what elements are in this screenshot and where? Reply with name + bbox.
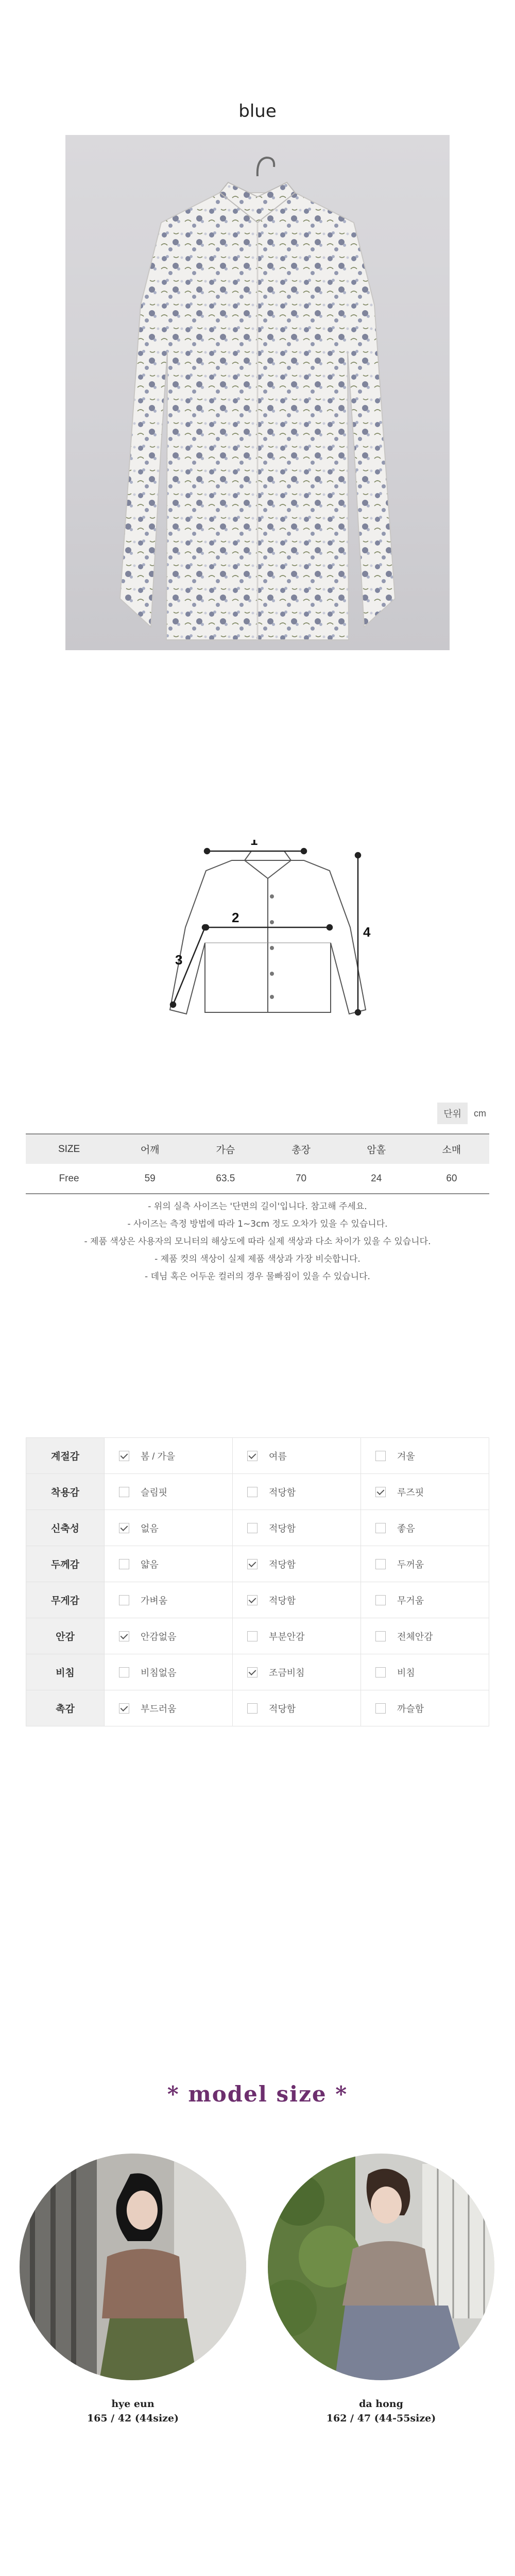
unit-indicator — [437, 1103, 489, 1124]
fabric-option-label: 봄 / 가을 — [141, 1451, 176, 1462]
table-row — [26, 1164, 489, 1194]
diagram-label-3: 3 — [175, 952, 183, 968]
table-cell: 59 — [112, 1164, 187, 1194]
model-card-2 — [268, 2154, 494, 2426]
fabric-option-label: 겨울 — [397, 1451, 415, 1462]
unit-value: cm — [474, 1108, 486, 1118]
fabric-row — [26, 1618, 489, 1654]
note-line: - 제품 컷의 색상이 실제 제품 색상과 가장 비슷합니다. — [154, 1254, 360, 1264]
model-caption-2 — [268, 2397, 494, 2426]
unchecked-checkbox-icon — [375, 1451, 386, 1461]
fabric-option-label: 없음 — [141, 1523, 159, 1534]
fabric-row — [26, 1438, 489, 1474]
fabric-row — [26, 1546, 489, 1582]
model-name: hye eun — [111, 2398, 154, 2410]
checked-checkbox-icon — [247, 1451, 258, 1461]
note-line: - 위의 실측 사이즈는 '단면의 길이'입니다. 참고해 주세요. — [148, 1201, 367, 1212]
fabric-option — [105, 1618, 233, 1654]
fabric-option — [105, 1582, 233, 1618]
unchecked-checkbox-icon — [375, 1559, 386, 1569]
fabric-row — [26, 1510, 489, 1546]
model-size: 165 / 42 (44size) — [87, 2413, 179, 2424]
checked-checkbox-icon — [247, 1559, 258, 1569]
fabric-option — [105, 1510, 233, 1546]
note-line: - 제품 색상은 사용자의 모니터의 해상도에 따라 실제 색상과 다소 차이가 있을 수 있습니다. — [84, 1236, 431, 1247]
header-cell: 어깨 — [112, 1134, 187, 1164]
header-cell: 소매 — [414, 1134, 489, 1164]
size-table-header — [26, 1134, 489, 1164]
unchecked-checkbox-icon — [247, 1487, 258, 1497]
fabric-option — [361, 1690, 489, 1726]
unchecked-checkbox-icon — [119, 1595, 129, 1605]
shirt-illustration — [65, 135, 450, 650]
diagram-label-1: 1 — [250, 840, 258, 848]
color-name: blue — [238, 101, 277, 122]
checked-checkbox-icon — [119, 1703, 129, 1714]
fabric-option — [105, 1654, 233, 1690]
fabric-option — [233, 1546, 361, 1582]
size-table — [26, 1133, 489, 1194]
fabric-option-label: 루즈핏 — [397, 1487, 424, 1498]
fabric-option-label: 얇음 — [141, 1559, 159, 1570]
diagram-label-2: 2 — [232, 910, 239, 925]
fabric-row — [26, 1690, 489, 1726]
unchecked-checkbox-icon — [375, 1703, 386, 1714]
model-caption-1 — [20, 2397, 246, 2426]
fabric-option — [361, 1438, 489, 1474]
unchecked-checkbox-icon — [247, 1523, 258, 1533]
fabric-option-label: 적당함 — [269, 1595, 296, 1606]
fabric-option — [361, 1618, 489, 1654]
unchecked-checkbox-icon — [247, 1703, 258, 1714]
fabric-option-label: 좋음 — [397, 1523, 415, 1534]
fabric-option — [233, 1690, 361, 1726]
unchecked-checkbox-icon — [119, 1487, 129, 1497]
fabric-option-label: 적당함 — [269, 1487, 296, 1498]
diagram-label-4: 4 — [363, 924, 371, 940]
size-notes — [0, 1198, 515, 1285]
fabric-option-label: 비침없음 — [141, 1667, 177, 1678]
fabric-option — [105, 1690, 233, 1726]
fabric-option-label: 여름 — [269, 1451, 287, 1462]
fabric-row-label: 신축성 — [26, 1510, 105, 1546]
fabric-option-label: 부드러움 — [141, 1703, 177, 1714]
fabric-option — [233, 1510, 361, 1546]
unchecked-checkbox-icon — [119, 1559, 129, 1569]
unchecked-checkbox-icon — [375, 1631, 386, 1641]
table-cell: 63.5 — [187, 1164, 263, 1194]
model-photo-2 — [268, 2154, 494, 2380]
fabric-option — [233, 1474, 361, 1510]
model-photo-1 — [20, 2154, 246, 2380]
fabric-row — [26, 1474, 489, 1510]
fabric-option — [361, 1510, 489, 1546]
fabric-option — [361, 1582, 489, 1618]
unchecked-checkbox-icon — [375, 1523, 386, 1533]
fabric-option — [361, 1654, 489, 1690]
table-cell: 24 — [339, 1164, 414, 1194]
fabric-option-label: 적당함 — [269, 1523, 296, 1534]
table-cell: Free — [26, 1164, 112, 1194]
fabric-row-label: 안감 — [26, 1618, 105, 1654]
checked-checkbox-icon — [119, 1523, 129, 1533]
table-cell: 70 — [263, 1164, 338, 1194]
header-cell: 가슴 — [187, 1134, 263, 1164]
product-photo — [65, 135, 450, 650]
fabric-option — [105, 1438, 233, 1474]
fabric-option-label: 적당함 — [269, 1559, 296, 1570]
checked-checkbox-icon — [119, 1631, 129, 1641]
header-cell: 암홀 — [339, 1134, 414, 1164]
table-cell: 60 — [414, 1164, 489, 1194]
unchecked-checkbox-icon — [247, 1631, 258, 1641]
checked-checkbox-icon — [247, 1595, 258, 1605]
model-size-title: * model size * — [167, 2081, 348, 2107]
model-name: da hong — [359, 2398, 403, 2410]
unchecked-checkbox-icon — [119, 1667, 129, 1677]
fabric-row-label: 무게감 — [26, 1582, 105, 1618]
checked-checkbox-icon — [247, 1667, 258, 1677]
measurement-diagram — [149, 840, 386, 1056]
fabric-option-label: 안감없음 — [141, 1631, 177, 1642]
fabric-row-label: 착용감 — [26, 1474, 105, 1510]
fabric-row-label: 비침 — [26, 1654, 105, 1690]
checked-checkbox-icon — [375, 1487, 386, 1497]
fabric-chart — [26, 1437, 489, 1726]
fabric-option-label: 조금비침 — [269, 1667, 305, 1678]
model-size: 162 / 47 (44-55size) — [326, 2413, 436, 2424]
fabric-option-label: 가벼움 — [141, 1595, 168, 1606]
checked-checkbox-icon — [119, 1451, 129, 1461]
fabric-row-label: 촉감 — [26, 1690, 105, 1726]
note-line: - 데님 혹은 어두운 컬러의 경우 물빠짐이 있을 수 있습니다. — [145, 1272, 370, 1282]
fabric-option — [233, 1654, 361, 1690]
fabric-option — [361, 1546, 489, 1582]
fabric-option — [105, 1546, 233, 1582]
model-card-1 — [20, 2154, 246, 2426]
fabric-option-label: 비침 — [397, 1667, 415, 1678]
fabric-row — [26, 1582, 489, 1618]
unit-label: 단위 — [437, 1103, 468, 1124]
header-cell: 총장 — [263, 1134, 338, 1164]
fabric-option-label: 까슬함 — [397, 1703, 424, 1714]
fabric-option — [105, 1474, 233, 1510]
fabric-option-label: 두꺼움 — [397, 1559, 424, 1570]
fabric-row-label: 두께감 — [26, 1546, 105, 1582]
fabric-option-label: 무거움 — [397, 1595, 424, 1606]
fabric-option-label: 전체안감 — [397, 1631, 433, 1642]
fabric-option-label: 슬림핏 — [141, 1487, 168, 1498]
fabric-option-label: 부분안감 — [269, 1631, 305, 1642]
unchecked-checkbox-icon — [375, 1667, 386, 1677]
fabric-option — [361, 1474, 489, 1510]
unchecked-checkbox-icon — [375, 1595, 386, 1605]
fabric-option — [233, 1582, 361, 1618]
header-cell: SIZE — [26, 1134, 112, 1164]
fabric-option — [233, 1438, 361, 1474]
fabric-row — [26, 1654, 489, 1690]
fabric-option — [233, 1618, 361, 1654]
note-line: - 사이즈는 측정 방법에 따라 1~3cm 정도 오차가 있을 수 있습니다. — [127, 1219, 388, 1229]
fabric-row-label: 계절감 — [26, 1438, 105, 1474]
fabric-option-label: 적당함 — [269, 1703, 296, 1714]
